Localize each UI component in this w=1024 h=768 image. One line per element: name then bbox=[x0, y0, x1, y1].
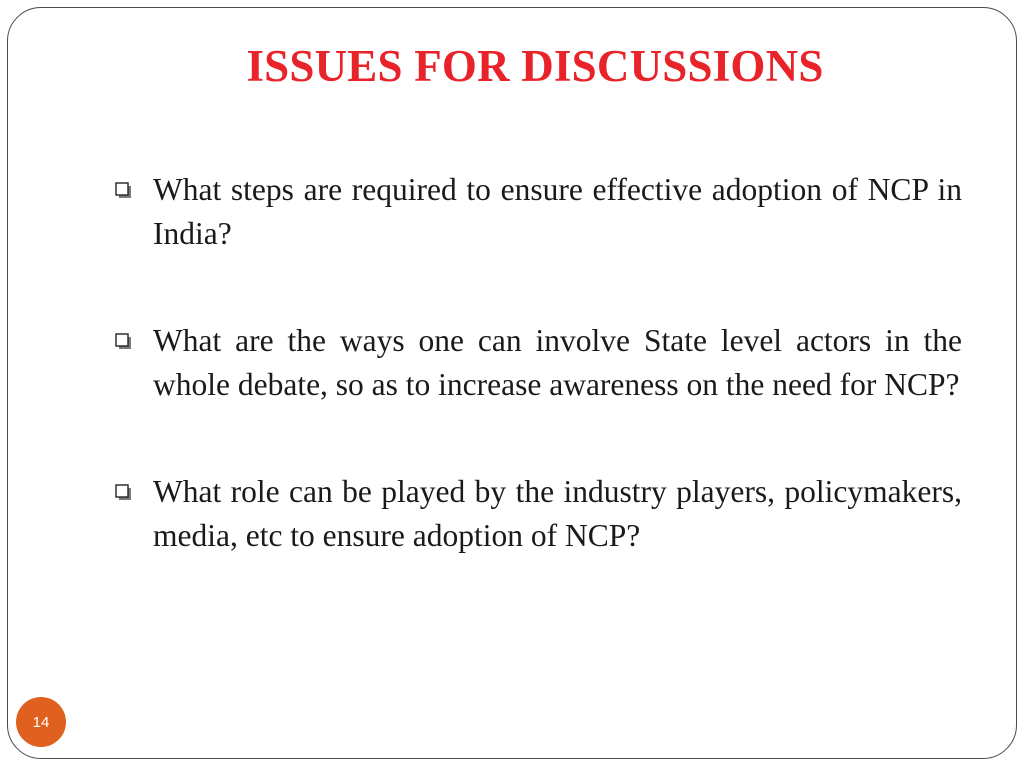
slide-title: ISSUES FOR DISCUSSIONS bbox=[246, 41, 824, 91]
hollow-square-icon bbox=[115, 182, 132, 199]
bullet-list bbox=[115, 168, 962, 558]
bullet-text: What role can be played by the industry players, policymakers, media, etc to ensure adoption of NCP? bbox=[153, 474, 962, 553]
page-number: 14 bbox=[32, 713, 50, 731]
bullet-item bbox=[115, 168, 962, 256]
bullet-text: What steps are required to ensure effective adoption of NCP in India? bbox=[153, 172, 962, 251]
bullet-text: What are the ways one can involve State level actors in the whole debate, so as to increase awareness on the need for NCP? bbox=[153, 323, 962, 402]
bullet-item bbox=[115, 470, 962, 558]
hollow-square-icon bbox=[115, 333, 132, 350]
hollow-square-icon bbox=[115, 484, 132, 501]
bullet-item bbox=[115, 319, 962, 407]
page-number-badge bbox=[16, 697, 66, 747]
